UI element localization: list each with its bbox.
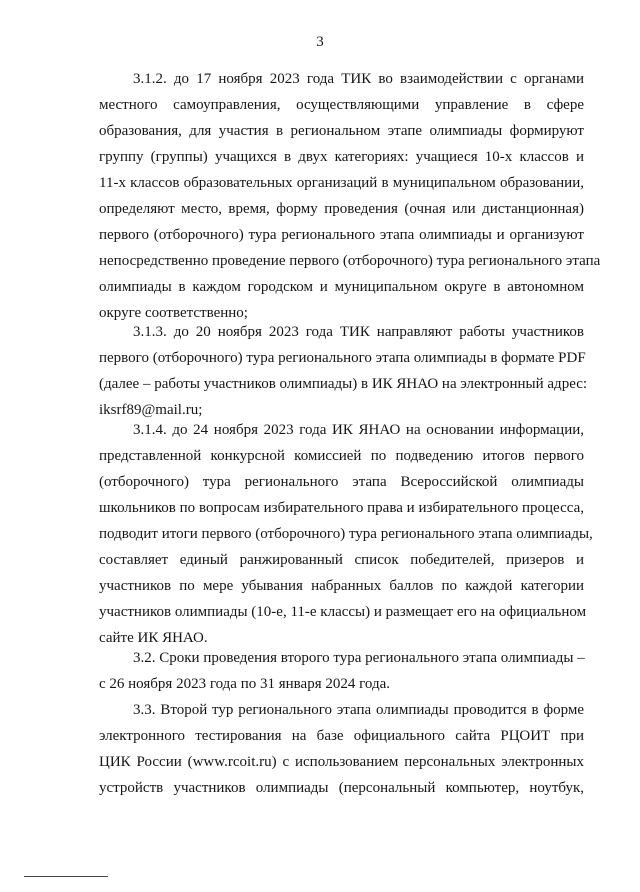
- text-line: 11-х классов образовательных организаций в муниципальном образовании,: [99, 175, 584, 191]
- text-line: подводит итоги первого (отборочного) тура регионального этапа олимпиады,: [99, 526, 593, 542]
- text-line: 3.2. Сроки проведения второго тура регионального этапа олимпиады –: [133, 650, 585, 666]
- text-line: iksrf89@mail.ru;: [99, 402, 203, 418]
- text-line: 3.1.2. до 17 ноября 2023 года ТИК во взаимодействии с органами: [133, 71, 584, 87]
- text-line: олимпиады в каждом городском и муниципальном округе в автономном: [99, 279, 584, 295]
- text-line: устройств участников олимпиады (персональный компьютер, ноутбук,: [99, 780, 584, 796]
- page-number: 3: [316, 34, 324, 50]
- text-line: группу (группы) учащихся в двух категориях: учащиеся 10-х классов и: [99, 149, 584, 165]
- text-line: с 26 ноября 2023 года по 31 января 2024 года.: [99, 676, 390, 692]
- footer-rule: [24, 876, 108, 877]
- text-line: образования, для участия в региональном этапе олимпиады формируют: [99, 123, 584, 139]
- text-line: округе соответственно;: [99, 305, 248, 321]
- text-line: 3.1.3. до 20 ноября 2023 года ТИК направляют работы участников: [133, 324, 584, 340]
- text-line: школьников по вопросам избирательного права и избирательного процесса,: [99, 500, 584, 516]
- text-line: определяют место, время, форму проведения (очная или дистанционная): [99, 201, 584, 217]
- text-line: представленной конкурсной комиссией по подведению итогов первого: [99, 448, 584, 464]
- text-line: составляет единый ранжированный список победителей, призеров и: [99, 552, 584, 568]
- text-line: ЦИК России (www.rcoit.ru) с использованием персональных электронных: [99, 754, 584, 770]
- text-line: (далее – работы участников олимпиады) в ИК ЯНАО на электронный адрес:: [99, 376, 588, 392]
- text-line: участников по мере убывания набранных баллов по каждой категории: [99, 578, 584, 594]
- text-line: непосредственно проведение первого (отборочного) тура регионального этапа: [99, 253, 601, 269]
- text-line: первого (отборочного) тура регионального этапа олимпиады в формате PDF: [99, 350, 586, 366]
- text-line: первого (отборочного) тура регионального этапа олимпиады и организуют: [99, 227, 584, 243]
- text-line: (отборочного) тура регионального этапа Всероссийской олимпиады: [99, 474, 584, 490]
- text-line: 3.3. Второй тур регионального этапа олимпиады проводится в форме: [133, 702, 584, 718]
- text-line: местного самоуправления, осуществляющими управление в сфере: [99, 97, 584, 113]
- text-line: сайте ИК ЯНАО.: [99, 630, 208, 646]
- text-line: 3.1.4. до 24 ноября 2023 года ИК ЯНАО на основании информации,: [133, 422, 584, 438]
- text-line: участников олимпиады (10-е, 11-е классы) и размещает его на официальном: [99, 604, 587, 620]
- text-line: электронного тестирования на базе официального сайта РЦОИТ при: [99, 728, 584, 744]
